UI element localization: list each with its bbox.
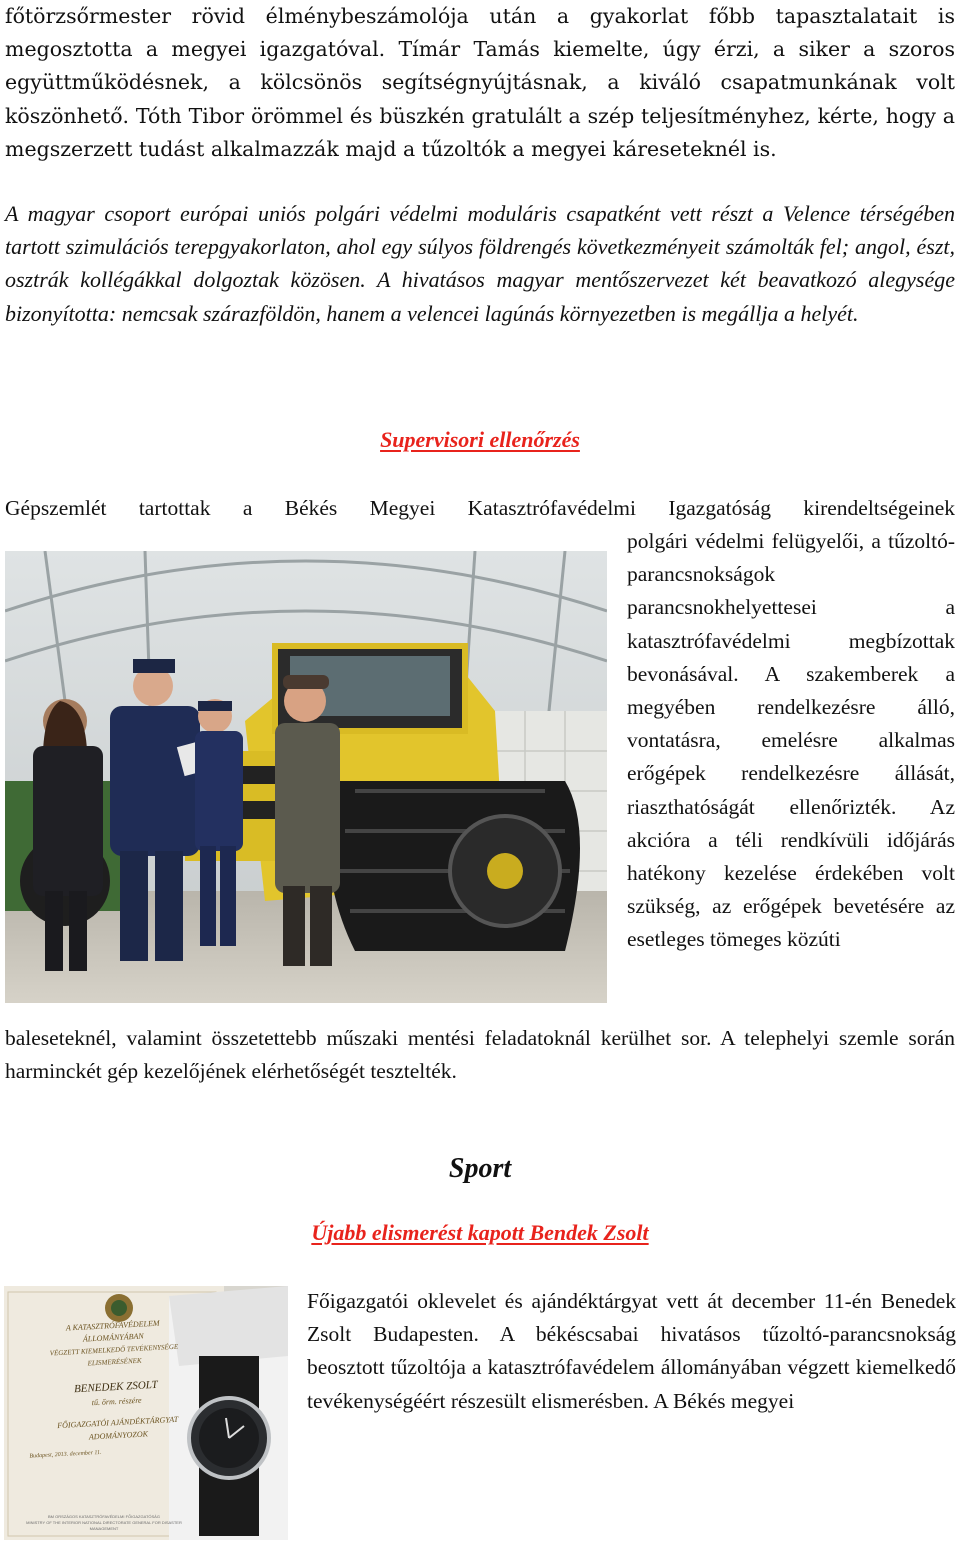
tractor-inspection-photo: [5, 551, 607, 1003]
certificate-text: A KATASZTRÓFAVÉDELEM ÁLLOMÁNYÁBAN VÉGZETT KIEMELKEDŐ TEVÉKENYSÉGE ELISMERÉSÉNEK BENEDEK ZSOLT tű. őrm. részére FŐIGAZGATÓI AJÁNDÉKTÁRGYAT ADOMÁNYOZOK Budapest, 2013. december 11.: [29, 1318, 179, 1460]
supervisor-tail-text: baleseteknél, valamint összetettebb műszaki mentési feladatoknál kerülhet sor. A telephelyi szemle során harminckét gép kezelőjének elérhetőségét tesztelték.: [5, 1026, 955, 1084]
sport-paragraph: Főigazgatói oklevelet és ajándéktárgyat vett át december 11-én Benedek Zsolt Budapesten. A békéscsabai hivatásos tűzoltó-parancsnokság beosztott tűzoltója a katasztrófavédelem állományában végzett kiemelkedő tevékenységéért részesült elismerésben. A Békés megyei: [307, 1289, 956, 1413]
certificate-and-watch-photo: [4, 1286, 288, 1540]
certificate-footer: BM ORSZÁGOS KATASZTRÓFAVÉDELMI FŐIGAZGATÓSÁG MINISTRY OF THE INTERIOR NATIONAL DIRECTORATE GENERAL FOR DISASTER MANAGEMENT: [26, 1514, 182, 1531]
section-heading-supervisor: Supervisori ellenőrzés: [380, 427, 580, 452]
italic-paragraph: A magyar csoport európai uniós polgári védelmi moduláris csapatként vett részt a Velence térségében tartott szimulációs terepgyakorlaton, ahol egy súlyos földrengés következményeit számolták fel; angol, észt, osztrák kollégákkal dolgoztak közösen. A hivatásos magyar mentőszervezet két beavatkozó alegysége bizonyította: nemcsak szárazföldön, hanem a velencei lagúnás környezetben is megállja a helyét.: [5, 201, 955, 326]
supervisor-first-line: Gépszemlét tartottak a Békés Megyei Katasztrófavédelmi Igazgatóság kirendeltségeinek: [5, 496, 955, 520]
intro-paragraph: főtörzsőrmester rövid élménybeszámolója után a gyakorlat főbb tapasztalatait is megosztotta a megyei igazgatóval. Tímár Tamás kiemelte, úgy érzi, a siker a szoros együttműködésnek, a kölcsönös segítségnyújtásnak, a kiváló csapatmunkának volt köszönhető. Tóth Tibor örömmel és büszkén gratulált a szép teljesítményhez, kérte, hogy a megszerzett tudást alkalmazzák majd a tűzoltók a megyei káreseteknél is.: [5, 4, 955, 161]
supervisor-float-text: polgári védelmi felügyelői, a tűzoltó-parancsnokságok parancsnokhelyettesei a katasztrófavédelmi megbízottak bevonásával. A szakemberek a megyében rendelkezésre álló, vontatásra, emelésre alkalmas erőgépek rendelkezésre állását, riaszthatóságát ellenőrizték. Az akcióra a téli rendkívüli időjárás hatékony kezelése érdekében volt szükség, az erőgépek bevetésére az esetleges tömeges közúti: [627, 529, 955, 952]
sport-subheading: Újabb elismerést kapott Bendek Zsolt: [311, 1220, 649, 1245]
section-heading-sport: Sport: [448, 1153, 512, 1184]
